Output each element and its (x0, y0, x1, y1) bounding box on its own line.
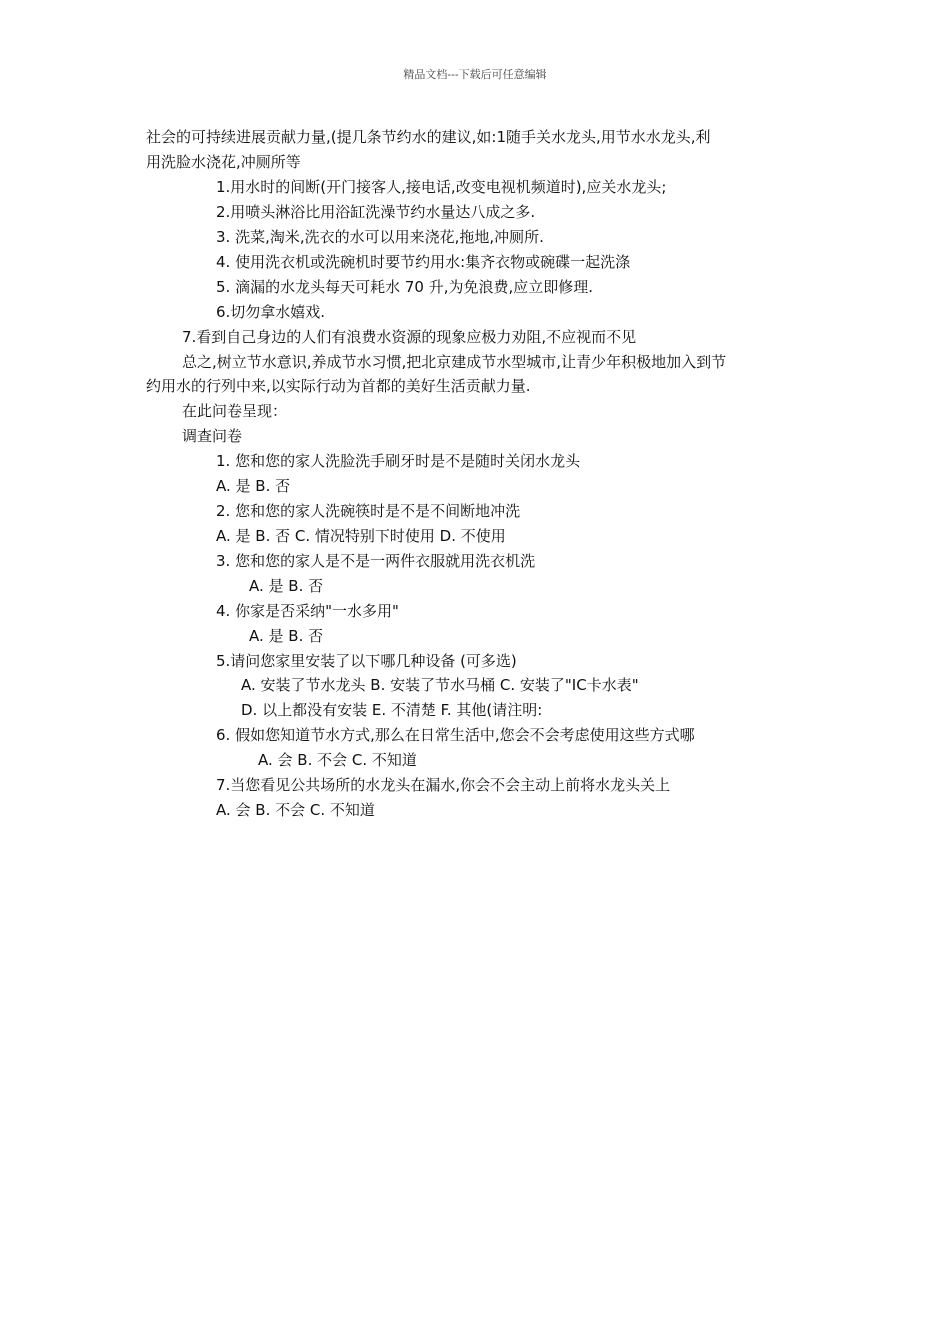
tip-7: 7.看到自己身边的人们有浪费水资源的现象应极力劝阻,不应视而不见 (182, 328, 637, 346)
question-3-options: A. 是 B. 否 (249, 577, 324, 595)
survey-title: 调查问卷 (182, 427, 243, 445)
conclusion-line-1: 总之,树立节水意识,养成节水习惯,把北京建成节水型城市,让青少年积极地加入到节 (182, 353, 727, 371)
question-1-options: A. 是 B. 否 (216, 477, 291, 495)
question-4-options: A. 是 B. 否 (249, 627, 324, 645)
question-4: 4. 你家是否采纳"一水多用" (216, 602, 399, 620)
conclusion-line-2: 约用水的行列中来,以实际行动为首都的美好生活贡献力量. (146, 377, 531, 395)
tip-6: 6.切勿拿水嬉戏. (216, 303, 326, 321)
page-header: 精品文档---下载后可任意编辑 (403, 68, 547, 81)
tip-5: 5. 滴漏的水龙头每天可耗水 70 升,为免浪费,应立即修理. (216, 278, 594, 296)
tip-2: 2.用喷头淋浴比用浴缸洗澡节约水量达八成之多. (216, 203, 536, 221)
question-3: 3. 您和您的家人是不是一两件衣服就用洗衣机洗 (216, 552, 536, 570)
question-5-options-row-1: A. 安装了节水龙头 B. 安装了节水马桶 C. 安装了"IC卡水表" (241, 676, 639, 694)
question-6-options: A. 会 B. 不会 C. 不知道 (258, 751, 417, 769)
intro-line-2: 用洗脸水浇花,冲厕所等 (146, 153, 301, 171)
question-7: 7.当您看见公共场所的水龙头在漏水,你会不会主动上前将水龙头关上 (216, 776, 671, 794)
tip-1: 1.用水时的间断(开门接客人,接电话,改变电视机频道时),应关水龙头; (216, 178, 667, 196)
question-2: 2. 您和您的家人洗碗筷时是不是不间断地冲洗 (216, 502, 521, 520)
question-6: 6. 假如您知道节水方式,那么在日常生活中,您会不会考虑使用这些方式哪 (216, 726, 695, 744)
question-5-options-row-2: D. 以上都没有安装 E. 不清楚 F. 其他(请注明: (241, 701, 543, 719)
question-2-options: A. 是 B. 否 C. 情况特别下时使用 D. 不使用 (216, 527, 506, 545)
tip-4: 4. 使用洗衣机或洗碗机时要节约用水:集齐衣物或碗碟一起洗涤 (216, 253, 631, 271)
intro-line-1: 社会的可持续进展贡献力量,(提几条节约水的建议,如:1随手关水龙头,用节水水龙头,利 (146, 128, 711, 146)
question-1: 1. 您和您的家人洗脸洗手刷牙时是不是随时关闭水龙头 (216, 452, 581, 470)
question-5: 5.请问您家里安装了以下哪几种设备 (可多选) (216, 652, 517, 670)
question-7-options: A. 会 B. 不会 C. 不知道 (216, 801, 375, 819)
present-note: 在此问卷呈现： (182, 402, 288, 420)
tip-3: 3. 洗菜,淘米,洗衣的水可以用来浇花,拖地,冲厕所. (216, 228, 544, 246)
